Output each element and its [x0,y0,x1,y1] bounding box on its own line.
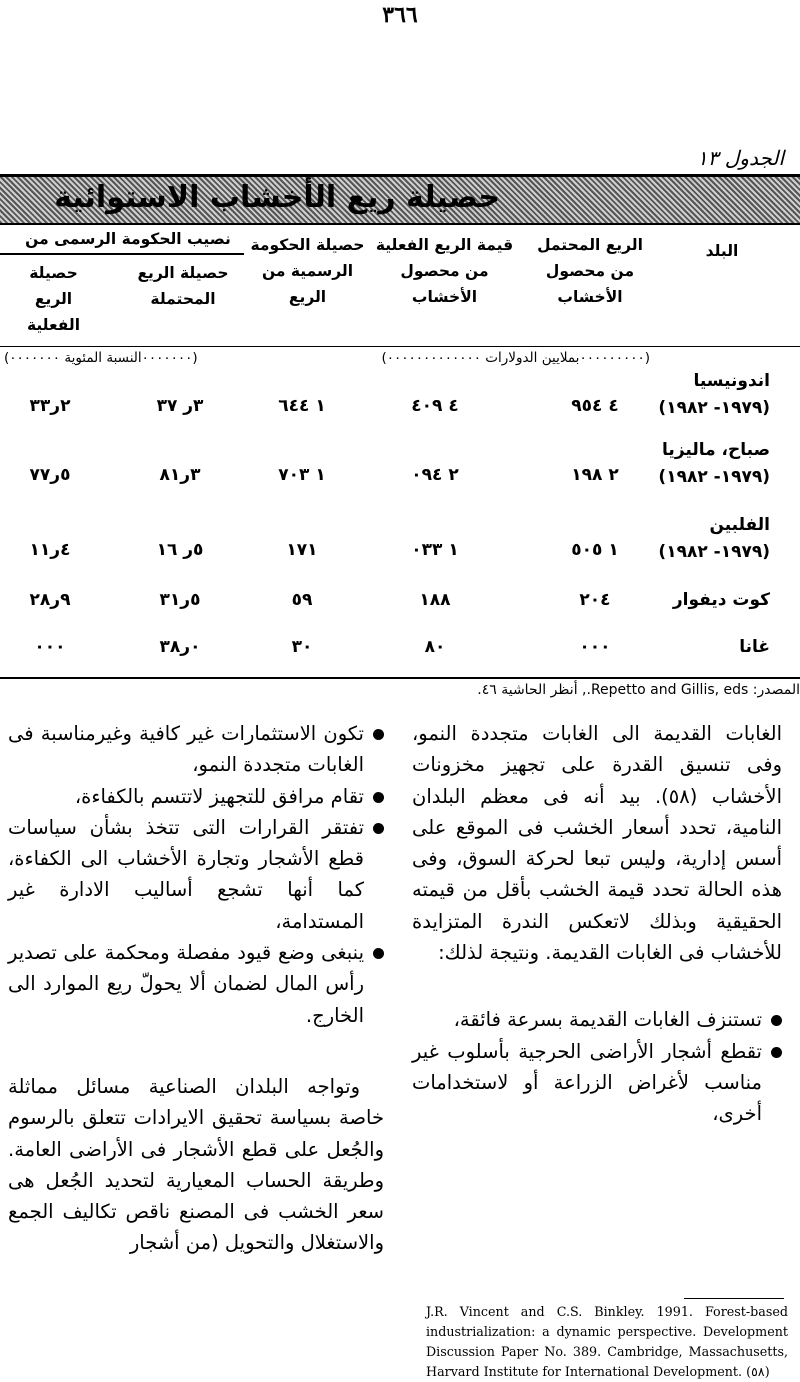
header-actual-rent: قيمة الريع الفعلية من محصول الأخشاب [375,236,514,306]
cell-potential: ٢ ١٩٨ [571,465,619,485]
cell-potential: ٠٠٠ [579,637,611,657]
country-name: غانا [739,637,770,657]
header-country: البلد [705,242,739,260]
country-name: صباح، ماليزيا (١٩٧٩- ١٩٨٢) [658,440,770,487]
cell-gov: ٥٩ [291,590,313,610]
cell-pct-potential: ٠ر٣٨ [159,637,201,657]
bullet-icon [373,948,384,959]
header-gov-share-group: نصيب الحكومة الرسمى من [25,230,231,248]
footnote-rule [684,1298,784,1299]
cell-actual: ٤ ٤٠٩ [411,396,459,416]
cell-pct-actual: ٠٠٠ [34,637,66,657]
left-column [8,718,384,1259]
header-gov-revenue: حصيلة الحكومة الرسمية من الريع [250,236,365,306]
header-rule [0,346,800,347]
cell-actual: ١ ٠٣٣ [411,540,459,560]
body-paragraph: الغابات القديمة الى الغابات متجددة النمو، وفى تنسيق القدرة على تجهيز مخزونات الأخشاب (٥٨). بيد أنه فى معظم البلدان النامية، تحدد أسعار الخشب فى الموقع على أسس إدارية، وليس تبعا لحركة السوق، وفى هذه الحالة تحدد قيمة الخشب بأقل من قيمته الحقيقية وبذلك لاتعكس الندرة المتزايدة للأخشاب فى الغابات القديمة. ونتيجة لذلك: [412,722,783,965]
cell-gov: ١ ٦٤٤ [278,396,326,416]
table-source: المصدر: Repetto and Gillis, eds., أنظر الحاشية ٤٦. [477,682,800,698]
cell-pct-actual: ٢ر٣٣ [29,396,71,416]
header-potential-share: حصيلة الريع المحتملة [137,264,229,308]
cell-potential: ٢٠٤ [579,590,611,610]
header-group-line [0,253,244,255]
list-item: ينبغى وضع قيود مفصلة ومحكمة على تصدير رأس المال لضمان ألا يحولّ ريع الموارد الى الخارج. [8,937,384,1031]
list-item: تقام مرافق للتجهيز لاتتسم بالكفاءة، [8,781,384,812]
header-potential-rent: الريع المحتمل من محصول الأخشاب [537,236,643,306]
cell-pct-potential: ٥ر٣١ [159,590,201,610]
cell-potential: ٤ ٩٥٤ [571,396,619,416]
cell-gov: ١ ٧٠٣ [278,465,326,485]
cell-pct-potential: ٣ر٨١ [159,465,201,485]
bullet-icon [373,792,384,803]
cell-pct-actual: ٤ر١١ [29,540,71,560]
cell-pct-potential: ٣ر ٣٧ [156,396,204,416]
units-percent: (٠٠٠٠٠٠٠النسبة المئوية ٠٠٠٠٠٠٠) [4,350,198,366]
country-name: اندونيسيا (١٩٧٩- ١٩٨٢) [658,371,770,418]
cell-gov: ١٧١ [286,540,318,560]
table-title-bar [0,174,800,225]
list-item: تقطع أشجار الأراضى الحرجية بأسلوب غير مناسب لأغراض الزراعة أو لاستخدامات أخرى، [412,1036,782,1130]
table-title: حصيلة ريع الأخشاب الاستوائية [54,180,500,215]
cell-actual: ٨٠ [424,637,446,657]
cell-gov: ٣٠ [291,637,313,657]
body-paragraph: وتواجه البلدان الصناعية مسائل مماثلة خاصة بسياسة تحقيق الايرادات تتعلق بالرسوم والجُعل على قطع الأشجار فى الأراضى العامة. وطريقة الحساب المعيارية لتحديد الجُعل هى سعر الخشب فى المصنع ناقص تكاليف الجمع والاستغلال والتحويل (من أشجار [8,1074,384,1255]
country-name: الفلبين (١٩٧٩- ١٩٨٢) [658,515,770,562]
footnote: J.R. Vincent and C.S. Binkley. 1991. Forest-based industrialization: a dynamic perspective. Development Discussion Paper No. 389. Cambridge, Massachusetts, Harvard Institute for International Development. (٥٨) [426,1304,788,1379]
country-name: كوت ديفوار [672,590,770,610]
bullet-icon [373,823,384,834]
units-millions: (٠٠٠٠٠٠٠٠٠بملايين الدولارات ٠٠٠٠٠٠٠٠٠٠٠٠٠) [381,350,650,366]
list-item: تفتقر القرارات التى تتخذ بشأن سياسات قطع الأشجار وتجارة الأخشاب الى الكفاءة، كما أنها تشجع أساليب الادارة غير المستدامة، [8,812,384,937]
page-number: ٣٦٦ [382,2,418,28]
bullet-icon [373,729,384,740]
list-item: تستنزف الغابات القديمة بسرعة فائقة، [412,1004,782,1035]
list-item: تكون الاستثمارات غير كافية وغيرمناسبة فى الغابات متجددة النمو، [8,718,384,781]
header-actual-share: حصيلة الريع الفعلية [26,264,81,334]
right-column [412,718,782,1130]
cell-pct-actual: ٩ر٢٨ [29,590,71,610]
bullet-list [8,718,384,1031]
cell-pct-actual: ٥ر٧٧ [29,465,71,485]
table-bottom-rule [0,677,800,679]
table-label: الجدول ١٣ [696,146,784,170]
cell-actual: ١٨٨ [419,590,451,610]
bullet-list [412,1004,782,1129]
bullet-icon [771,1015,782,1026]
cell-pct-potential: ٥ر ١٦ [156,540,204,560]
bullet-icon [771,1047,782,1058]
cell-actual: ٢ ٠٩٤ [411,465,459,485]
cell-potential: ١ ٥٠٥ [571,540,619,560]
